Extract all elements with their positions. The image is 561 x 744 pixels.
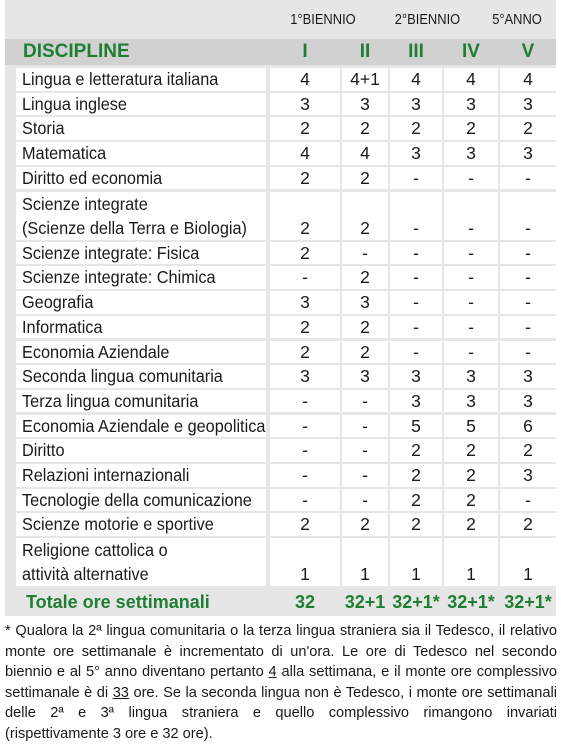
footnote-hours: 4 (268, 664, 277, 680)
hours-cell-year-4: 2 (444, 439, 498, 462)
discipline-name (16, 192, 266, 240)
discipline-name-line: Lingua inglese (22, 93, 127, 114)
hours-cell-year-2: 2 (342, 167, 388, 190)
footnote-text-3: ore. Se la seconda lingua non è Tedesco, i monte ore settimanali delle 2ª e 3ª lingua straniera e quello complessivo rimangono invariati (rispettivamente 3 ore e 32 ore). (5, 684, 557, 742)
discipline-name (16, 439, 266, 462)
hours-cell-year-4: - (444, 242, 498, 265)
hours-cell-year-2: 3 (342, 291, 388, 314)
group-secondo-biennio: 2°BIENNIO (394, 11, 461, 28)
hours-cell-year-4: 5 (444, 415, 498, 438)
discipline-name (16, 93, 266, 116)
hours-cell-year-5: - (500, 192, 556, 240)
hours-cell-year-5: 3 (500, 365, 556, 388)
hours-cell-year-3: 3 (390, 142, 442, 165)
hours-cell-year-1: 3 (270, 365, 340, 388)
hours-cell-year-3: 2 (390, 464, 442, 487)
hours-cell-year-3: 3 (390, 93, 442, 116)
discipline-name-line: Relazioni internazionali (22, 465, 190, 485)
total-year-1: 32 (294, 592, 316, 612)
hours-cell-year-4: 3 (444, 390, 498, 413)
hours-cell-year-4: - (444, 316, 498, 339)
discipline-name-line: Economia Aziendale e geopolitica (22, 415, 266, 436)
hours-cell-year-3: 2 (390, 489, 442, 512)
hours-cell-year-1: - (270, 464, 340, 487)
hours-cell-year-5: 6 (500, 415, 556, 438)
hours-cell-year-4: 1 (444, 538, 498, 586)
header-year-3: III (408, 41, 424, 62)
discipline-name-line: Tecnologie della comunicazione (22, 489, 252, 510)
discipline-name-line: Storia (22, 118, 65, 139)
hours-cell-year-1: - (270, 489, 340, 512)
hours-cell-year-3: - (390, 167, 442, 190)
hours-cell-year-3: - (390, 341, 442, 364)
footnote-text-1: * Qualora la 2ª lingua comunitaria o la terza lingua straniera sia il Tedesco, il relativo monte ore settimanale è incrementato di un'ora. Le ore di Tedesco nel secondo biennio e al 5° anno diventano pertanto (5, 623, 557, 680)
discipline-name-line: attività alternative (22, 564, 149, 585)
hours-cell-year-3: - (390, 266, 442, 289)
hours-cell-year-3: 1 (390, 538, 442, 586)
discipline-name (16, 415, 266, 438)
discipline-name-line: Seconda lingua comunitaria (22, 366, 223, 387)
footnote-text-2: alla settimana, e il monte ore complessivo settimanale è di (5, 664, 557, 701)
hours-cell-year-5: - (500, 266, 556, 289)
hours-cell-year-5: 2 (500, 513, 556, 536)
hours-cell-year-1: 3 (270, 291, 340, 314)
discipline-name (16, 291, 266, 314)
discipline-name-line: Informatica (22, 316, 103, 337)
discipline-name (16, 142, 266, 165)
hours-cell-year-4: 2 (444, 489, 498, 512)
hours-cell-year-1: 2 (270, 167, 340, 190)
discipline-name (16, 167, 266, 190)
discipline-name (16, 365, 266, 388)
discipline-name (16, 266, 266, 289)
hours-cell-year-5: - (500, 242, 556, 265)
hours-cell-year-1: 2 (270, 117, 340, 140)
discipline-name (16, 538, 266, 586)
hours-cell-year-2: 2 (342, 192, 388, 240)
hours-cell-year-1: 3 (270, 93, 340, 116)
discipline-name (16, 513, 266, 536)
hours-cell-year-3: 4 (390, 68, 442, 91)
discipline-name-line: Economia Aziendale (22, 341, 170, 362)
hours-cell-year-4: - (444, 341, 498, 364)
hours-cell-year-2: 2 (342, 266, 388, 289)
hours-cell-year-2: 3 (342, 365, 388, 388)
discipline-name-line: Scienze motorie e sportive (22, 514, 214, 535)
footnote-total-hours: 33 (112, 684, 129, 701)
hours-cell-year-1: 4 (270, 68, 340, 91)
discipline-name (16, 117, 266, 140)
discipline-name (16, 68, 266, 91)
discipline-name (16, 341, 266, 364)
hours-cell-year-2: 2 (342, 341, 388, 364)
discipline-name-line: Scienze integrate (22, 193, 148, 214)
hours-cell-year-2: 2 (342, 513, 388, 536)
hours-cell-year-5: - (500, 341, 556, 364)
hours-cell-year-4: - (444, 167, 498, 190)
discipline-name-line: Terza lingua comunitaria (22, 390, 199, 411)
hours-cell-year-5: - (500, 489, 556, 512)
table-header (5, 39, 556, 65)
hours-cell-year-1: 2 (270, 341, 340, 364)
hours-cell-year-1: 4 (270, 142, 340, 165)
hours-cell-year-1: - (270, 266, 340, 289)
hours-cell-year-5: 3 (500, 464, 556, 487)
header-year-5: V (521, 41, 535, 62)
hours-cell-year-2: 3 (342, 93, 388, 116)
hours-cell-year-3: 2 (390, 513, 442, 536)
hours-cell-year-1: 2 (270, 316, 340, 339)
header-year-4: IV (462, 41, 480, 62)
discipline-name-line: Diritto (22, 440, 65, 461)
discipline-name (16, 489, 266, 512)
header-year-2: II (359, 41, 371, 62)
hours-cell-year-4: 2 (444, 464, 498, 487)
hours-cell-year-3: 2 (390, 117, 442, 140)
hours-cell-year-5: 4 (500, 68, 556, 91)
hours-cell-year-4: 3 (444, 142, 498, 165)
hours-cell-year-3: - (390, 291, 442, 314)
hours-cell-year-5: - (500, 316, 556, 339)
header-year-1: I (302, 41, 308, 62)
hours-cell-year-4: - (444, 291, 498, 314)
discipline-name (16, 390, 266, 413)
hours-cell-year-2: - (342, 464, 388, 487)
hours-cell-year-4: 3 (444, 93, 498, 116)
hours-cell-year-5: 2 (500, 439, 556, 462)
hours-cell-year-3: - (390, 242, 442, 265)
hours-cell-year-1: - (270, 439, 340, 462)
hours-cell-year-3: 2 (390, 439, 442, 462)
hours-cell-year-5: 2 (500, 117, 556, 140)
group-quinto-anno: 5°ANNO (492, 11, 542, 28)
hours-cell-year-1: 2 (270, 242, 340, 265)
hours-cell-year-2: 4+1 (342, 68, 388, 91)
hours-cell-year-4: - (444, 266, 498, 289)
discipline-name-line: (Scienze della Terra e Biologia) (22, 217, 247, 238)
hours-cell-year-5: - (500, 291, 556, 314)
hours-cell-year-1: 2 (270, 513, 340, 536)
hours-cell-year-3: 3 (390, 390, 442, 413)
hours-cell-year-3: - (390, 316, 442, 339)
total-year-5: 32+1* (504, 592, 552, 612)
hours-cell-year-4: 3 (444, 365, 498, 388)
total-year-3: 32+1* (392, 592, 440, 612)
hours-cell-year-2: 2 (342, 117, 388, 140)
total-row (5, 588, 556, 616)
hours-cell-year-2: 4 (342, 142, 388, 165)
hours-cell-year-4: 2 (444, 513, 498, 536)
discipline-name (16, 316, 266, 339)
hours-cell-year-5: - (500, 167, 556, 190)
hours-cell-year-5: 3 (500, 390, 556, 413)
hours-cell-year-3: 3 (390, 365, 442, 388)
hours-cell-year-2: - (342, 439, 388, 462)
discipline-name-line: Geografia (22, 292, 94, 313)
discipline-name-line: Religione cattolica o (22, 540, 168, 561)
hours-cell-year-2: - (342, 415, 388, 438)
hours-cell-year-5: 1 (500, 538, 556, 586)
hours-cell-year-4: - (444, 192, 498, 240)
total-year-2: 32+1 (344, 592, 386, 612)
discipline-name-line: Matematica (22, 143, 107, 164)
hours-cell-year-5: 3 (500, 93, 556, 116)
hours-cell-year-1: 2 (270, 192, 340, 240)
hours-cell-year-3: 5 (390, 415, 442, 438)
footnote (5, 621, 557, 744)
group-primo-biennio: 1°BIENNIO (290, 11, 356, 28)
total-year-4: 32+1* (447, 592, 495, 612)
discipline-name (16, 464, 266, 487)
hours-cell-year-5: 3 (500, 142, 556, 165)
hours-cell-year-4: 2 (444, 117, 498, 140)
hours-cell-year-1: 1 (270, 538, 340, 586)
hours-cell-year-1: - (270, 390, 340, 413)
hours-cell-year-4: 4 (444, 68, 498, 91)
hours-cell-year-2: 1 (342, 538, 388, 586)
hours-cell-year-3: - (390, 192, 442, 240)
total-label: Totale ore settimanali (26, 592, 210, 612)
hours-cell-year-1: - (270, 415, 340, 438)
discipline-name (16, 242, 266, 265)
discipline-name-line: Scienze integrate: Fisica (22, 242, 200, 263)
discipline-name-line: Scienze integrate: Chimica (22, 267, 216, 288)
hours-cell-year-2: 2 (342, 316, 388, 339)
header-disciplines: DISCIPLINE (23, 41, 130, 62)
hours-cell-year-2: - (342, 242, 388, 265)
hours-cell-year-2: - (342, 489, 388, 512)
discipline-name-line: Lingua e letteratura italiana (22, 69, 219, 89)
discipline-name-line: Diritto ed economia (22, 167, 163, 188)
hours-cell-year-2: - (342, 390, 388, 413)
